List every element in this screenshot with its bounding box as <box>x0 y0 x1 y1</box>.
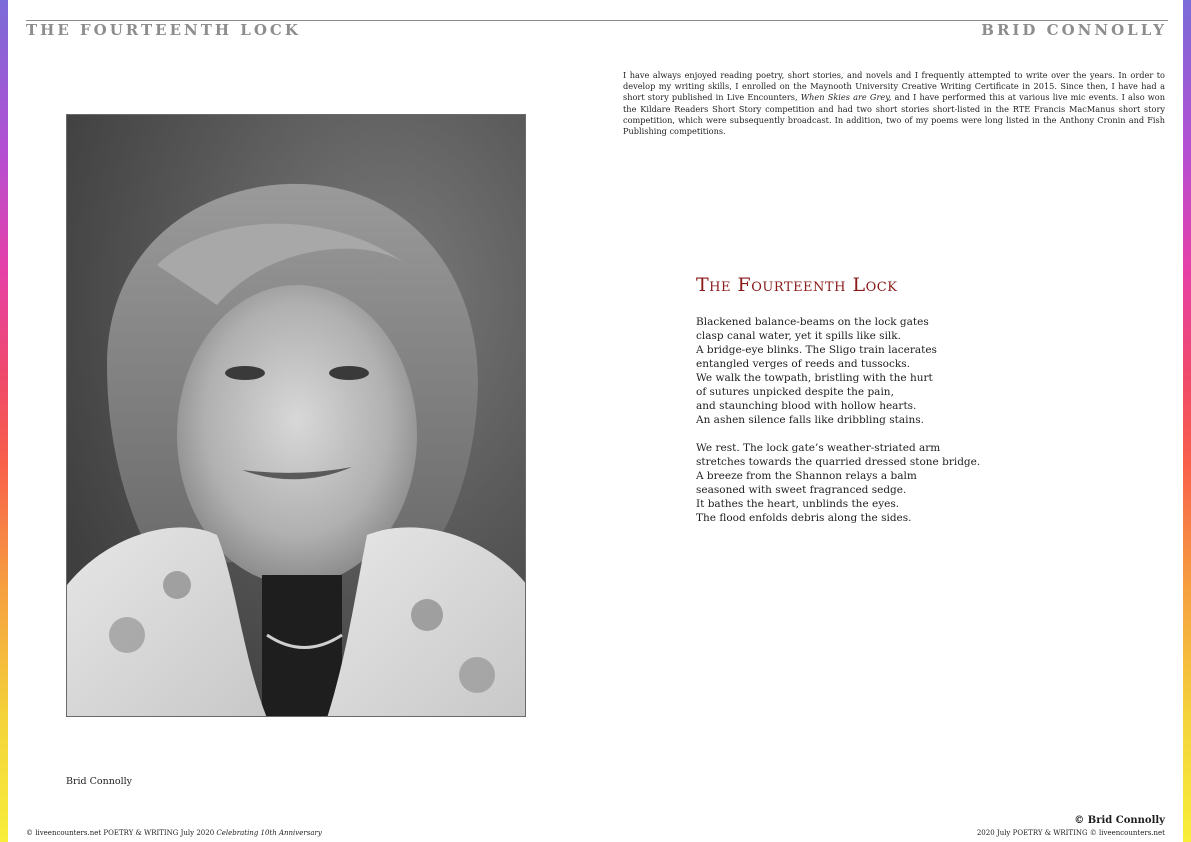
poem-line: A breeze from the Shannon relays a balm <box>696 470 917 482</box>
poem-line: We walk the towpath, bristling with the hurt <box>696 372 933 384</box>
poem-line: It bathes the heart, unblinds the eyes. <box>696 498 900 510</box>
poem-line: We rest. The lock gate’s weather-striated arm <box>696 442 941 454</box>
poem-line: The flood enfolds debris along the sides. <box>696 512 912 524</box>
header-title: THE FOURTEENTH LOCK <box>26 21 301 39</box>
author-bio <box>623 70 1165 137</box>
poem-line: An ashen silence falls like dribbling stains. <box>696 414 924 426</box>
poem-title: The Fourteenth Lock <box>696 274 898 296</box>
footer-right: 2020 July POETRY & WRITING © liveencounters.net <box>976 829 1165 837</box>
portrait-illustration <box>67 115 526 717</box>
poem-line: entangled verges of reeds and tussocks. <box>696 358 910 370</box>
poem-line: of sutures unpicked despite the pain, <box>696 386 894 398</box>
poem-line: clasp canal water, yet it spills like silk. <box>696 330 901 342</box>
author-portrait-photo <box>66 114 526 717</box>
poem-stanza-2 <box>696 441 1116 525</box>
footer-left-italic: Celebrating 10th Anniversary <box>216 829 322 837</box>
left-edge-gradient <box>0 0 8 842</box>
photo-caption: Brid Connolly <box>66 776 133 787</box>
bio-story-title: When Skies are Grey, <box>800 92 892 103</box>
poem-body <box>696 315 1116 539</box>
right-edge-gradient <box>1183 0 1191 842</box>
bio-text-part2: and I have performed this at various live mic events. I also won the Kildare Readers Short Story competition and had two short stories short-listed in the RTE Francis MacManus short story competition, which were subsequently broadcast. In addition, two of my poems were long listed in the Anthony Cronin and Fish Publishing competitions. <box>623 92 1165 137</box>
poem-line: Blackened balance-beams on the lock gates <box>696 316 929 328</box>
footer-left <box>26 829 322 837</box>
footer-left-text: © liveencounters.net POETRY & WRITING July 2020 <box>26 829 217 837</box>
poem-line: seasoned with sweet fragranced sedge. <box>696 484 907 496</box>
header-author: BRID CONNOLLY <box>981 21 1167 39</box>
poem-stanza-1 <box>696 315 1116 427</box>
poem-line: and staunching blood with hollow hearts. <box>696 400 917 412</box>
copyright-author: © Brid Connolly <box>1074 815 1165 826</box>
poem-line: stretches towards the quarried dressed stone bridge. <box>696 456 981 468</box>
bio-text-part1: I have always enjoyed reading poetry, short stories, and novels and I frequently attempted to write over the years. In order to develop my writing skills, I enrolled on the Maynooth University Creative Writing Certificate in 2015. Since then, I have had a short story published in Live Encounters, <box>623 70 1165 103</box>
poem-line: A bridge-eye blinks. The Sligo train lacerates <box>696 344 937 356</box>
